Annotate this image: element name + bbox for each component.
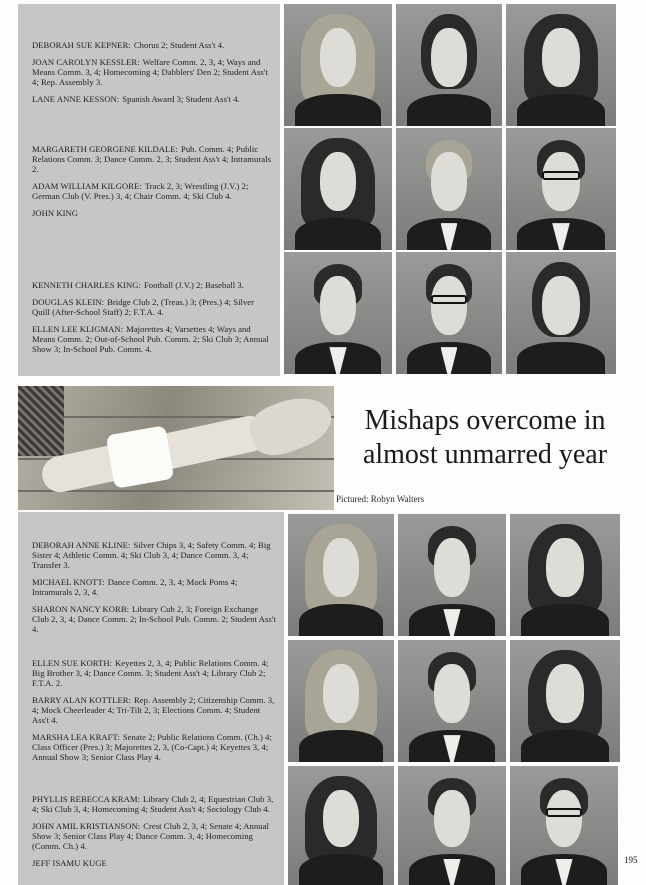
portrait-photo <box>506 252 616 374</box>
portrait-photo <box>510 514 620 636</box>
student-activities: Bridge Club 2, (Treas.) 3; (Pres.) 4; Silver Quill (After-School Staff) 2; F.T.A. 4. <box>32 297 255 317</box>
bio-entry <box>32 144 272 174</box>
bio-group-row6 <box>32 794 276 875</box>
student-name: PHYLLIS REBECCA KRAM: <box>32 794 141 804</box>
student-name: MARGARETH GEORGENE KILDALE: <box>32 144 178 154</box>
student-name: ADAM WILLIAM KILGORE: <box>32 181 142 191</box>
portrait-photo <box>398 640 506 762</box>
photo-caption: Pictured: Robyn Walters <box>336 494 425 504</box>
student-name: MARSHA LEA KRAFT: <box>32 732 120 742</box>
portrait-photo <box>284 4 392 126</box>
portrait-photo <box>288 514 394 636</box>
student-name: MICHAEL KNOTT: <box>32 577 105 587</box>
bio-entry <box>32 94 272 104</box>
student-name: KENNETH CHARLES KING: <box>32 280 141 290</box>
bio-group-row2 <box>32 144 272 225</box>
page-number: 195 <box>624 855 638 865</box>
portrait-photo <box>510 640 620 762</box>
portrait-photo <box>396 4 502 126</box>
student-activities: Keyettes 2, 3, 4; Public Relations Comm. 4; Big Brother 3, 4; Dance Comm. 3; Student Ass't 4; Library Club 2; F.T.A. 2. <box>32 658 269 688</box>
bio-entry <box>32 658 276 688</box>
bio-entry <box>32 297 272 317</box>
bio-entry <box>32 604 276 634</box>
student-name: SHARON NANCY KORB: <box>32 604 130 614</box>
bio-entry <box>32 40 272 50</box>
student-activities: Crest Club 2, 3, 4; Senate 4; Annual Show 3; Senior Class Play 4; Dance Comm. 3, 4; Homecoming (Comm. Ch.) 4. <box>32 821 269 851</box>
student-name: ELLEN LEE KLIGMAN: <box>32 324 124 334</box>
bio-entry <box>32 858 276 868</box>
bio-entry <box>32 181 272 201</box>
bio-group-row1 <box>32 40 272 111</box>
student-name: BARRY ALAN KOTTLER: <box>32 695 131 705</box>
bio-entry <box>32 324 272 354</box>
student-name: JOAN CAROLYN KESSLER: <box>32 57 140 67</box>
student-name: ELLEN SUE KORTH: <box>32 658 113 668</box>
bio-panel-bottom <box>18 512 284 885</box>
student-activities: Rep. Assembly 2; Citizenship Comm. 3, 4; Mock Cheerleader 4; Tri-Tilt 2, 3; Elections Comm. 4; Student Ass't 4. <box>32 695 275 725</box>
student-name: JOHN AMIL KRISTIANSON: <box>32 821 141 831</box>
bio-entry <box>32 57 272 87</box>
student-name: JEFF ISAMU KUGE <box>32 858 107 868</box>
portrait-photo <box>396 128 502 250</box>
bio-entry <box>32 208 272 218</box>
bio-panel-top <box>18 4 280 376</box>
bio-group-row5 <box>32 658 276 769</box>
bio-entry <box>32 732 276 762</box>
student-activities: Pub. Comm. 4; Public Relations Comm. 3; Dance Comm. 2, 3; Student Ass't 4; Intramurals 2. <box>32 144 271 174</box>
headline-line: almost unmarred year <box>362 439 608 470</box>
bio-entry <box>32 794 276 814</box>
student-name: LANE ANNE KESSON: <box>32 94 120 104</box>
portrait-photo <box>284 128 392 250</box>
headline-line: Mishaps overcome in <box>364 405 606 436</box>
student-activities: Library Cub 2, 3; Foreign Exchange Club 2, 3, 4; Dance Comm. 2; In-School Pub. Comm. 2; Student Ass't 4. <box>32 604 276 634</box>
bio-entry <box>32 821 276 851</box>
portrait-photo <box>398 514 506 636</box>
student-name: DOUGLAS KLEIN: <box>32 297 105 307</box>
portrait-photo <box>284 252 392 374</box>
student-name: JOHN KING <box>32 208 79 218</box>
portrait-photo <box>288 640 394 762</box>
portrait-photo <box>506 128 616 250</box>
portrait-photo <box>506 4 616 126</box>
student-activities: Football (J.V.) 2; Baseball 3. <box>143 280 244 290</box>
student-activities: Silver Chips 3, 4; Safety Comm. 4; Big Sister 4; Athletic Comm. 4; Ski Club 3, 4; Dance Comm. 3, 4; Transfer 3. <box>32 540 271 570</box>
candid-photo-bandaged-leg <box>18 386 334 510</box>
student-name: DEBORAH SUE KEPNER: <box>32 40 131 50</box>
bio-entry <box>32 540 276 570</box>
portrait-photo <box>396 252 502 374</box>
student-activities: Library Club 2, 4; Equestrian Club 3, 4; Ski Club 3, 4; Homecoming 4; Student Ass't 4; Sociology Club 4. <box>32 794 274 814</box>
portrait-photo <box>398 766 506 885</box>
student-name: DEBORAH ANNE KLINE: <box>32 540 131 550</box>
bio-entry <box>32 280 272 290</box>
student-activities: Welfare Comm. 2, 3, 4; Ways and Means Comm. 3, 4; Homecoming 4; Dabblers' Den 2; Student Ass't 4; Rep. Assembly 3. <box>32 57 268 87</box>
student-activities: Track 2, 3; Wrestling (J.V.) 2; German Club (V. Pres.) 3, 4; Chair Comm. 4; Ski Club 4. <box>32 181 249 201</box>
portrait-photo <box>288 766 394 885</box>
bio-entry <box>32 695 276 725</box>
portrait-photo <box>510 766 618 885</box>
student-activities: Chorus 2; Student Ass't 4. <box>133 40 225 50</box>
feature-headline <box>340 404 630 472</box>
bio-group-row4 <box>32 540 276 641</box>
student-activities: Senate 2; Public Relations Comm. (Ch.) 4; Class Officer (Pres.) 3; Majorettes 2, 3, (Co-Capt.) 4; Keyettes 3, 4; Annual Show 3; Senior Class Play 4. <box>32 732 272 762</box>
student-activities: Spanish Award 3; Student Ass't 4. <box>122 94 240 104</box>
student-activities: Dance Comm. 2, 3, 4; Mock Poms 4; Intramurals 2, 3, 4. <box>32 577 238 597</box>
student-activities: Majorettes 4; Varsettes 4; Ways and Means Comm. 2; Out-of-School Pub. Comm. 2; Ski Club 3; Annual Show 3; In-School Pub. Comm. 4. <box>32 324 269 354</box>
bio-entry <box>32 577 276 597</box>
bio-group-row3 <box>32 280 272 361</box>
